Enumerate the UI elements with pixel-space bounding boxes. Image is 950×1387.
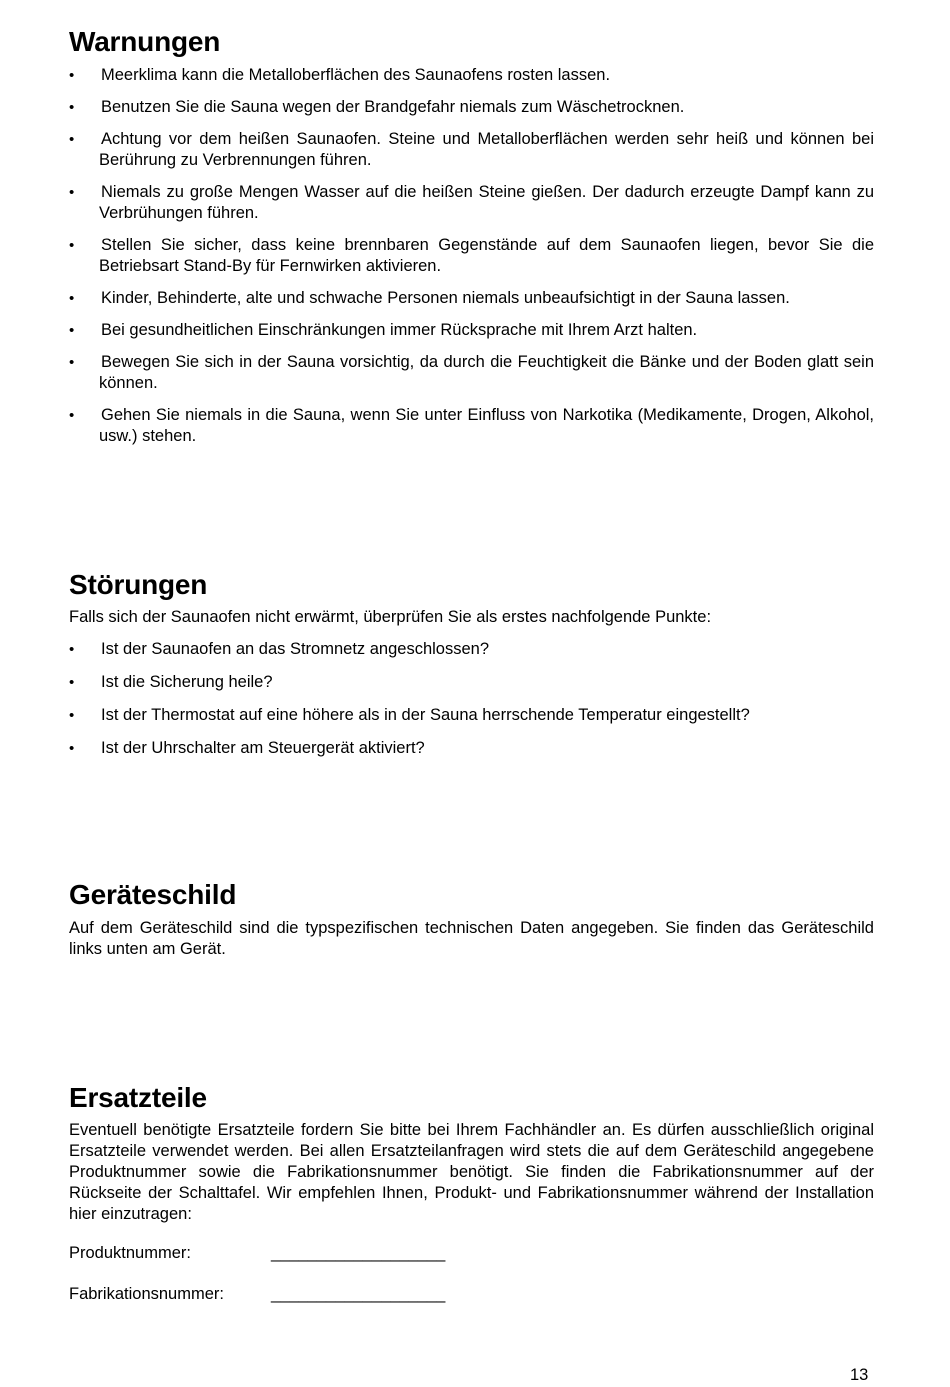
stoerungen-list <box>69 639 874 759</box>
list-item: • Meerklima kann die Metalloberflächen des Saunaofens rosten lassen. <box>69 66 611 84</box>
list-item: • Ist die Sicherung heile? <box>69 673 273 691</box>
warnungen-list <box>69 65 874 447</box>
bullet-icon: • <box>69 641 75 658</box>
bullet-icon: • <box>69 290 75 307</box>
list-item: • Bei gesundheitlichen Einschränkungen immer Rücksprache mit Ihrem Arzt halten. <box>69 321 698 339</box>
list-item: • Niemals zu große Mengen Wasser auf die heißen Steine gießen. Der dadurch erzeugte Dampf kann zu Verbrühungen führen. <box>69 183 874 222</box>
page-number: 13 <box>850 1366 869 1384</box>
list-item: • Stellen Sie sicher, dass keine brennbaren Gegenstände auf dem Saunaofen liegen, bevor Sie die Betriebsart Stand-By für Fernwirken aktivieren. <box>69 236 874 275</box>
fabrikationsnummer-blank: ___________________ <box>271 1285 446 1303</box>
stoerungen-intro: Falls sich der Saunaofen nicht erwärmt, überprüfen Sie als erstes nachfolgende Punkte: <box>69 608 712 626</box>
produktnummer-label: Produktnummer: <box>69 1244 191 1262</box>
list-item: • Ist der Saunaofen an das Stromnetz angeschlossen? <box>69 640 489 658</box>
bullet-icon: • <box>69 354 75 371</box>
section-title-stoerungen: Störungen <box>69 569 208 600</box>
list-item: • Ist der Thermostat auf eine höhere als in der Sauna herrschende Temperatur eingestellt? <box>69 706 750 724</box>
bullet-icon: • <box>69 99 75 116</box>
bullet-icon: • <box>69 322 75 339</box>
bullet-icon: • <box>69 407 75 424</box>
bullet-icon: • <box>69 237 75 254</box>
bullet-icon: • <box>69 707 75 724</box>
section-title-warnungen: Warnungen <box>69 26 221 57</box>
fabrikationsnummer-label: Fabrikationsnummer: <box>69 1285 224 1303</box>
bullet-icon: • <box>69 131 75 148</box>
bullet-icon: • <box>69 67 75 84</box>
section-title-geraeteschild: Geräteschild <box>69 879 237 910</box>
list-item: • Benutzen Sie die Sauna wegen der Brandgefahr niemals zum Wäschetrocknen. <box>69 98 685 116</box>
produktnummer-blank: ___________________ <box>271 1244 446 1262</box>
bullet-icon: • <box>69 184 75 201</box>
bullet-icon: • <box>69 740 75 757</box>
bullet-icon: • <box>69 674 75 691</box>
ersatzteile-text: Eventuell benötigte Ersatzteile fordern Sie bitte bei Ihrem Fachhändler an. Es dürfen ausschließlich original Ersatzteile verwendet werden. Bei allen Ersatzteilanfragen wird stets die auf dem Geräteschild angegebene Produktnummer sowie die Fabrikationsnummer benötigt. Sie finden die Fabrikationsnummer auf der Rückseite der Schalttafel. Wir empfehlen Ihnen, Produkt- und Fabrikationsnummer während der Installation hier einzutragen: <box>69 1121 874 1223</box>
list-item: • Ist der Uhrschalter am Steuergerät aktiviert? <box>69 739 425 757</box>
list-item: • Bewegen Sie sich in der Sauna vorsichtig, da durch die Feuchtigkeit die Bänke und der Boden glatt sein können. <box>69 353 874 392</box>
geraeteschild-text: Auf dem Geräteschild sind die typspezifischen technischen Daten angegeben. Sie finden das Geräteschild links unten am Gerät. <box>69 919 874 958</box>
section-title-ersatzteile: Ersatzteile <box>69 1082 207 1113</box>
list-item: • Gehen Sie niemals in die Sauna, wenn Sie unter Einfluss von Narkotika (Medikamente, Drogen, Alkohol, usw.) stehen. <box>69 406 874 445</box>
list-item: • Achtung vor dem heißen Saunaofen. Steine und Metalloberflächen werden sehr heiß und können bei Berührung zu Verbrennungen führen. <box>69 130 874 169</box>
list-item: • Kinder, Behinderte, alte und schwache Personen niemals unbeaufsichtigt in der Sauna lassen. <box>69 289 790 307</box>
